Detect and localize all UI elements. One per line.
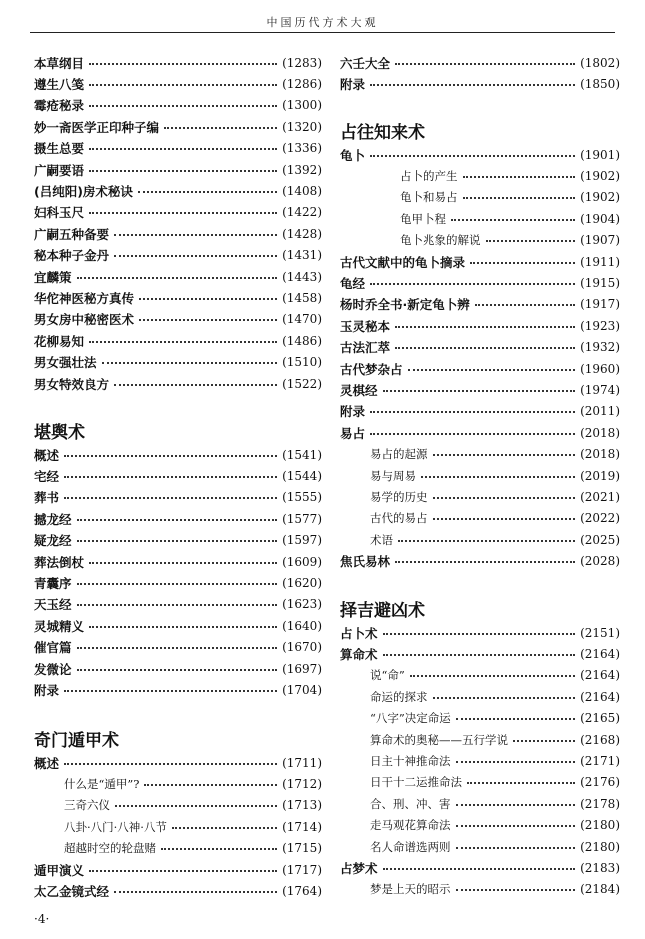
leader-dots [114,384,277,386]
toc-entry[interactable] [340,465,620,486]
toc-entry-title: 撼龙经 [34,511,72,527]
toc-entry-title: 宜麟策 [34,269,72,285]
toc-entry-page: (1932) [580,340,620,355]
leader-dots [383,868,576,870]
toc-entry-title: 天玉经 [34,597,72,613]
toc-entry[interactable] [340,529,620,550]
toc-entry-title: 遵生八笺 [34,76,85,92]
toc-entry-title: 术语 [370,532,393,547]
toc-entry-page: (1902) [580,190,620,205]
leader-dots [456,718,575,720]
toc-entry-page: (1392) [282,162,322,177]
toc-entry-title: 宅经 [34,468,60,484]
toc-entry-page: (2011) [580,404,620,419]
leader-dots [395,561,575,563]
toc-entry-title: 概述 [34,447,60,463]
leader-dots [77,604,278,606]
leader-dots [463,197,576,199]
toc-entry[interactable] [340,358,620,379]
toc-entry-title: 灵棋经 [340,382,378,398]
leader-dots [77,669,278,671]
section-heading: 择吉避凶术 [340,601,425,621]
toc-entry-page: (1320) [282,119,322,134]
toc-entry[interactable] [34,773,322,794]
toc-entry-title: 葬书 [34,490,60,506]
leader-dots [115,805,277,807]
leader-dots [161,848,277,850]
toc-entry-page: (2019) [580,468,620,483]
toc-entry[interactable] [34,615,322,636]
leader-dots [89,870,277,872]
toc-entry[interactable] [34,287,322,308]
toc-entry[interactable] [34,530,322,551]
toc-entry-title: 男女特效良方 [34,376,110,392]
toc-entry-page: (1458) [282,290,322,305]
toc-entry-title: 算命术 [340,646,378,662]
toc-entry-title: 命运的探求 [370,689,428,704]
leader-dots [64,690,277,692]
toc-entry-page: (1915) [580,275,620,290]
toc-entry-title: 广嗣要语 [34,162,85,178]
toc-entry[interactable] [340,815,620,836]
toc-entry-title: 焦氏易林 [340,554,391,570]
leader-dots [89,105,277,107]
toc-entry-title: 附录 [340,76,366,92]
toc-entry[interactable] [340,73,620,94]
toc-entry[interactable] [34,880,322,901]
toc-entry-page: (2164) [580,689,620,704]
leader-dots [102,362,278,364]
toc-entry-title: 龟卜 [340,147,366,163]
leader-dots [89,84,277,86]
toc-entry[interactable] [340,708,620,729]
toc-entry[interactable] [340,272,620,293]
leader-dots [114,891,277,893]
toc-entry-page: (1713) [282,798,322,813]
toc-entry[interactable] [34,223,322,244]
leader-dots [456,761,576,763]
toc-entry[interactable] [340,665,620,686]
toc-entry[interactable] [340,643,620,664]
leader-dots [433,497,576,499]
toc-entry[interactable] [340,793,620,814]
toc-entry[interactable] [34,159,322,180]
toc-entry-page: (2165) [580,711,620,726]
toc-entry-title: 走马观花算命法 [370,818,451,833]
toc-entry-title: 葬法倒杖 [34,554,85,570]
leader-dots [64,455,277,457]
leader-dots [383,390,576,392]
toc-entry-title: 占梦术 [340,860,378,876]
leader-dots [410,675,575,677]
toc-entry-title: 妙一斋医学正印种子编 [34,119,160,135]
leader-dots [164,127,277,129]
toc-entry[interactable] [340,551,620,572]
toc-entry-page: (2184) [580,882,620,897]
toc-entry-title: 占卜的产生 [400,168,458,183]
toc-entry[interactable] [34,658,322,679]
toc-entry-page: (1850) [580,76,620,91]
header-rule [30,32,615,33]
toc-entry[interactable] [34,679,322,700]
toc-entry-page: (1714) [282,819,322,834]
leader-dots [139,319,277,321]
toc-entry[interactable] [340,486,620,507]
toc-entry[interactable] [340,422,620,443]
leader-dots [383,654,576,656]
toc-entry-page: (1670) [282,640,322,655]
toc-entry-page: (1408) [282,183,322,198]
leader-dots [456,804,576,806]
leader-dots [89,562,277,564]
leader-dots [89,170,277,172]
running-header: 中国历代方术大观 [266,16,379,29]
leader-dots [370,155,575,157]
leader-dots [114,234,277,236]
leader-dots [433,454,576,456]
toc-entry-title: 名人命谱选两则 [370,839,451,854]
toc-entry[interactable] [34,465,322,486]
leader-dots [395,326,575,328]
toc-entry-page: (2018) [580,447,620,462]
leader-dots [64,497,277,499]
toc-entry-title: 易占的起源 [370,447,428,462]
toc-entry[interactable] [34,180,322,201]
leader-dots [77,519,278,521]
toc-entry[interactable] [340,294,620,315]
toc-entry-title: 六壬大全 [340,55,391,71]
toc-entry[interactable] [340,251,620,272]
toc-entry-title: 本草纲目 [34,55,85,71]
toc-entry[interactable] [340,750,620,771]
toc-entry[interactable] [34,202,322,223]
toc-entry-title: 龟卜和易占 [400,190,458,205]
toc-entry-page: (1715) [282,841,322,856]
leader-dots [486,240,576,242]
toc-entry[interactable] [34,838,322,859]
toc-entry[interactable] [34,352,322,373]
toc-entry-page: (1544) [282,468,322,483]
toc-entry-title: 华佗神医秘方真传 [34,290,135,306]
toc-entry[interactable] [340,230,620,251]
toc-entry[interactable] [340,379,620,400]
toc-entry[interactable] [34,73,322,94]
toc-entry-title: 什么是“遁甲”? [64,776,140,791]
leader-dots [144,784,277,786]
toc-entry-page: (1470) [282,312,322,327]
toc-entry-title: 灵城精义 [34,618,85,634]
toc-entry-page: (1711) [282,755,322,770]
section-heading: 奇门遁甲术 [34,731,119,751]
toc-entry-page: (1286) [282,76,322,91]
toc-entry[interactable] [34,551,322,572]
toc-entry-title: 发微论 [34,661,72,677]
toc-entry[interactable] [340,772,620,793]
toc-entry[interactable] [34,487,322,508]
leader-dots [398,540,575,542]
toc-entry-page: (1974) [580,382,620,397]
toc-entry-title: 男女强壮法 [34,355,97,371]
toc-entry-page: (2022) [580,511,620,526]
toc-entry-title: 超越时空的轮盘赌 [64,841,156,856]
leader-dots [383,633,576,635]
toc-entry[interactable] [340,622,620,643]
leader-dots [395,63,575,65]
leader-dots [89,626,277,628]
toc-entry-title: 霉疮秘录 [34,98,85,114]
toc-entry-page: (1704) [282,682,322,697]
toc-entry-page: (1712) [282,776,322,791]
toc-entry-page: (1640) [282,618,322,633]
toc-entry[interactable] [340,315,620,336]
toc-entry-title: 附录 [340,404,366,420]
leader-dots [408,369,576,371]
toc-entry-page: (1960) [580,361,620,376]
toc-entry-title: 妇科玉尺 [34,205,85,221]
leader-dots [467,782,575,784]
leader-dots [77,583,278,585]
toc-entry-title: 广嗣五种备要 [34,226,110,242]
toc-entry[interactable] [34,795,322,816]
leader-dots [77,647,278,649]
toc-entry-page: (1300) [282,98,322,113]
leader-dots [433,697,576,699]
toc-entry-page: (2171) [580,753,620,768]
toc-entry-title: 玉灵秘本 [340,318,391,334]
toc-entry[interactable] [340,879,620,900]
section-heading: 堪舆术 [34,423,85,443]
toc-entry[interactable] [34,266,322,287]
toc-entry-title: 遁甲演义 [34,862,85,878]
toc-entry-page: (1486) [282,333,322,348]
toc-entry[interactable] [34,508,322,529]
toc-entry[interactable] [340,165,620,186]
toc-entry-page: (1917) [580,297,620,312]
toc-entry[interactable] [34,373,322,394]
toc-entry-page: (1541) [282,447,322,462]
toc-entry-page: (1620) [282,575,322,590]
toc-entry[interactable] [340,337,620,358]
toc-entry-title: 八卦·八门·八神·八节 [64,819,167,834]
toc-entry-page: (1802) [580,55,620,70]
toc-entry-page: (1577) [282,511,322,526]
toc-entry-title: 说“命” [370,668,405,683]
toc-entry-title: 龟经 [340,275,366,291]
toc-entry-title: 易学的历史 [370,489,428,504]
toc-entry-page: (1510) [282,355,322,370]
leader-dots [421,476,575,478]
toc-entry-title: 日主十神推命法 [370,753,451,768]
toc-entry[interactable] [340,508,620,529]
toc-entry-page: (1697) [282,661,322,676]
leader-dots [475,304,575,306]
toc-entry-page: (2178) [580,796,620,811]
leader-dots [370,283,575,285]
toc-entry[interactable] [34,52,322,73]
leader-dots [77,540,278,542]
leader-dots [456,847,576,849]
toc-entry-title: 杨时乔全书·新定龟卜辨 [340,297,470,313]
toc-entry-page: (2180) [580,839,620,854]
toc-entry-page: (2021) [580,489,620,504]
toc-entry[interactable] [34,816,322,837]
toc-entry-title: 花柳易知 [34,333,85,349]
toc-entry-page: (1443) [282,269,322,284]
toc-entry-title: 三奇六仪 [64,798,110,813]
toc-entry-title: 古代梦杂占 [340,361,403,377]
toc-entry-page: (2164) [580,646,620,661]
toc-entry-title: 合、刑、冲、害 [370,796,451,811]
toc-entry-page: (1555) [282,490,322,505]
toc-entry[interactable] [34,245,322,266]
toc-entry[interactable] [34,116,322,137]
leader-dots [456,825,576,827]
toc-entry-title: 男女房中秘密医术 [34,312,135,328]
toc-entry[interactable] [34,138,322,159]
toc-entry[interactable] [34,859,322,880]
toc-entry-page: (1902) [580,168,620,183]
toc-entry-page: (1283) [282,55,322,70]
leader-dots [433,518,576,520]
toc-entry-title: 古代文献中的龟卜摘录 [340,254,466,270]
toc-entry[interactable] [340,444,620,465]
leader-dots [370,433,575,435]
toc-entry-page: (2168) [580,732,620,747]
leader-dots [470,262,575,264]
leader-dots [451,219,575,221]
toc-entry-page: (1431) [282,248,322,263]
toc-entry-title: 疑龙经 [34,533,72,549]
toc-entry-title: 青囊序 [34,575,72,591]
leader-dots [89,341,277,343]
toc-entry[interactable] [34,594,322,615]
leader-dots [77,277,278,279]
toc-entry-title: 附录 [34,682,60,698]
toc-entry-title: 概述 [34,755,60,771]
toc-entry[interactable] [34,330,322,351]
toc-entry[interactable] [340,208,620,229]
leader-dots [370,411,575,413]
toc-entry-title: 摄生总要 [34,141,85,157]
leader-dots [370,84,575,86]
toc-entry-page: (1597) [282,533,322,548]
section-heading: 占往知来术 [340,123,425,143]
toc-entry[interactable] [340,52,620,73]
toc-entry[interactable] [340,401,620,422]
toc-entry[interactable] [34,572,322,593]
toc-entry-title: 易与周易 [370,468,416,483]
toc-entry-title: 古法汇萃 [340,340,391,356]
toc-entry-page: (1422) [282,205,322,220]
toc-entry[interactable] [34,309,322,330]
toc-entry-page: (2176) [580,775,620,790]
leader-dots [456,889,576,891]
leader-dots [89,212,277,214]
leader-dots [138,191,277,193]
toc-entry-page: (1911) [580,254,620,269]
leader-dots [89,63,277,65]
toc-entry-title: 梦是上天的昭示 [370,882,451,897]
toc-entry-page: (1904) [580,211,620,226]
toc-entry-title: (吕纯阳)房术秘诀 [34,183,133,199]
toc-entry-page: (1923) [580,318,620,333]
toc-entry[interactable] [34,752,322,773]
toc-entry[interactable] [34,95,322,116]
leader-dots [463,176,576,178]
toc-entry[interactable] [340,857,620,878]
toc-entry-page: (1717) [282,862,322,877]
leader-dots [395,347,575,349]
leader-dots [139,298,277,300]
toc-entry-page: (1901) [580,147,620,162]
toc-entry-page: (1428) [282,226,322,241]
toc-entry[interactable] [34,637,322,658]
leader-dots [172,827,277,829]
leader-dots [114,255,277,257]
toc-entry[interactable] [340,686,620,707]
page-number: ·4· [34,912,50,926]
toc-entry[interactable] [340,836,620,857]
toc-entry-page: (2180) [580,818,620,833]
toc-entry-page: (2151) [580,625,620,640]
toc-entry-page: (1764) [282,883,322,898]
toc-entry[interactable] [340,144,620,165]
toc-entry-title: 古代的易占 [370,511,428,526]
toc-entry-page: (1336) [282,141,322,156]
toc-entry-page: (2018) [580,425,620,440]
leader-dots [64,476,277,478]
leader-dots [513,740,575,742]
toc-entry-title: 龟卜兆象的解说 [400,233,481,248]
toc-entry-page: (2025) [580,532,620,547]
toc-entry-page: (2183) [580,860,620,875]
toc-entry-title: 占卜术 [340,625,378,641]
toc-entry-page: (1609) [282,554,322,569]
toc-entry[interactable] [340,187,620,208]
toc-entry-page: (1522) [282,376,322,391]
leader-dots [89,148,277,150]
toc-entry-title: 算命术的奥秘——五行学说 [370,732,508,747]
toc-entry-page: (2164) [580,668,620,683]
leader-dots [64,763,277,765]
toc-entry-title: 日干十二运推命法 [370,775,462,790]
toc-entry-page: (1623) [282,597,322,612]
toc-entry-title: 易占 [340,425,366,441]
toc-entry-title: 龟甲卜程 [400,211,446,226]
toc-entry[interactable] [34,444,322,465]
toc-entry-page: (1907) [580,233,620,248]
toc-entry-title: 催官篇 [34,640,72,656]
toc-entry-title: 秘本种子金丹 [34,248,110,264]
toc-entry-page: (2028) [580,554,620,569]
toc-entry-title: “八字”决定命运 [370,711,451,726]
toc-entry[interactable] [340,729,620,750]
toc-entry-title: 太乙金镜式经 [34,883,110,899]
